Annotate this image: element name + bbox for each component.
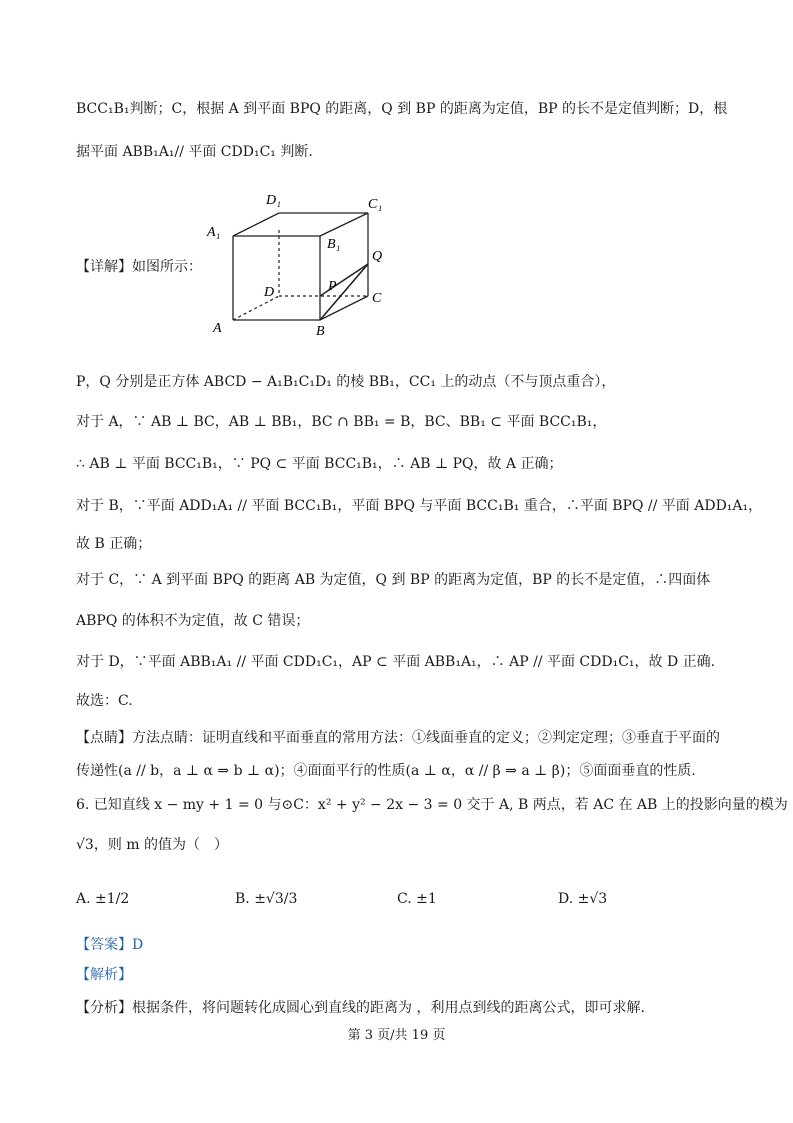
option-c: C. ±1 [397, 891, 437, 907]
text-line-12: 【点睛】方法点睛：证明直线和平面垂直的常用方法：①线面垂直的定义；②判定定理；③垂直于平面的 [76, 730, 720, 746]
option-b: B. ±√3/3 [235, 891, 298, 907]
question-6-stem: 6. 已知直线 x − my + 1 = 0 与⊙C：x² + y² − 2x − 3 = 0 交于 A, B 两点，若 AC 在 AB 上的投影向量的模为 [76, 797, 788, 813]
text-line-1: BCC₁B₁判断；C，根据 A 到平面 BPQ 的距离，Q 到 BP 的距离为定值，BP 的长不是定值判断；D，根 [76, 101, 728, 117]
text-line-3: P，Q 分别是正方体 ABCD − A₁B₁C₁D₁ 的棱 BB₁，CC₁ 上的动点（不与顶点重合）， [76, 374, 616, 390]
text-line-4: 对于 A，∵ AB ⊥ BC，AB ⊥ BB₁，BC ∩ BB₁ = B，BC、BB₁ ⊂ 平面 BCC₁B₁， [76, 414, 607, 430]
label-d1: D₁ [266, 193, 281, 208]
label-a1: A₁ [207, 225, 221, 240]
label-c1: C₁ [368, 197, 383, 212]
label-c: C [372, 291, 382, 306]
text-line-9: ABPQ 的体积不为定值，故 C 错误； [76, 613, 310, 629]
text-line-6: 对于 B，∵平面 ADD₁A₁ // 平面 BCC₁B₁，平面 BPQ 与平面 BCC₁B₁ 重合，∴平面 BPQ // 平面 ADD₁A₁， [76, 498, 763, 514]
text-line-2: 据平面 ABB₁A₁// 平面 CDD₁C₁ 判断. [76, 144, 313, 160]
text-line-8: 对于 C，∵ A 到平面 BPQ 的距离 AB 为定值，Q 到 BP 的距离为定值，BP 的长不是定值，∴四面体 [76, 572, 711, 588]
cube-figure [200, 186, 400, 336]
text-line-13: 传递性(a // b，a ⊥ α ⇒ b ⊥ α)；④面面平行的性质(a ⊥ α，α // β ⇒ a ⊥ β)；⑤面面垂直的性质. [76, 763, 696, 779]
question-6-stem-cont: √3，则 m 的值为（ ） [76, 837, 229, 853]
edge-b1-c1 [320, 213, 368, 236]
detail-label: 【详解】如图所示： [76, 259, 202, 275]
label-b1: B₁ [327, 237, 341, 252]
answer-line: 【答案】D [76, 937, 144, 953]
page-footer: 第 3 页/共 19 页 [347, 1028, 446, 1043]
edge-b-c [320, 296, 368, 320]
label-d: D [264, 285, 275, 300]
edge-a1-d1 [233, 213, 279, 236]
label-p: P [328, 279, 337, 294]
text-line-7: 故 B 正确； [76, 536, 152, 552]
option-a: A. ±1/2 [76, 891, 130, 907]
label-a: A [213, 321, 222, 336]
label-q: Q [372, 249, 383, 264]
text-line-10: 对于 D，∵平面 ABB₁A₁ // 平面 CDD₁C₁，AP ⊂ 平面 ABB₁A₁，∴ AP // 平面 CDD₁C₁，故 D 正确. [76, 654, 716, 670]
text-line-5: ∴ AB ⊥ 平面 BCC₁B₁，∵ PQ ⊂ 平面 BCC₁B₁，∴ AB ⊥ PQ，故 A 正确； [76, 456, 563, 472]
label-b: B [316, 324, 325, 336]
analysis-label: 【解析】 [76, 967, 132, 983]
analysis-text: 【分析】根据条件，将问题转化成圆心到直线的距离为 ，利用点到线的距离公式，即可求解. [76, 1000, 645, 1016]
text-line-11: 故选：C. [76, 693, 133, 709]
option-d: D. ±√3 [558, 891, 608, 907]
